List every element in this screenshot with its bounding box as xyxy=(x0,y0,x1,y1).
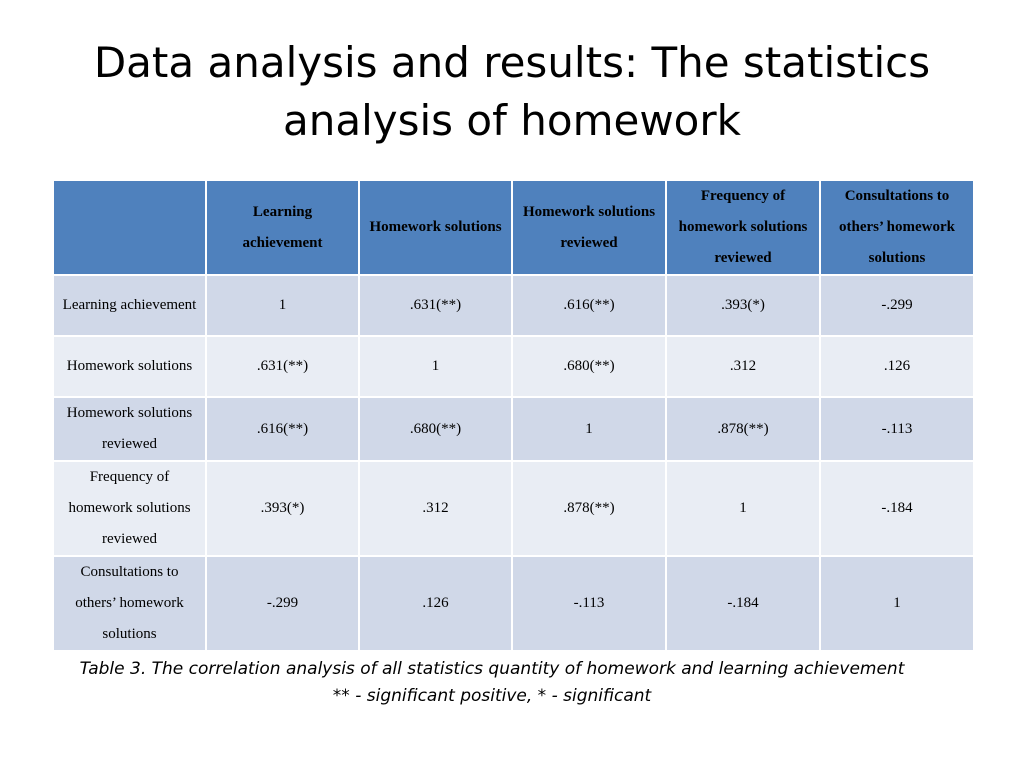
table-cell: .393(*) xyxy=(666,275,820,336)
caption-line-2: ** - significant positive, * - significant xyxy=(332,686,652,706)
column-header: Homework solutions reviewed xyxy=(512,180,666,275)
row-label: Frequency of homework solutions reviewed xyxy=(53,461,206,556)
table-cell: 1 xyxy=(359,336,512,397)
table-cell: 1 xyxy=(820,556,974,651)
table-cell: -.113 xyxy=(512,556,666,651)
table-cell: .393(*) xyxy=(206,461,359,556)
table-row xyxy=(53,275,974,336)
column-header: Learning achievement xyxy=(206,180,359,275)
table-cell: -.299 xyxy=(820,275,974,336)
table-cell: .680(**) xyxy=(512,336,666,397)
row-label: Homework solutions reviewed xyxy=(53,397,206,461)
table-cell: 1 xyxy=(206,275,359,336)
table-cell: .616(**) xyxy=(512,275,666,336)
table-cell: .631(**) xyxy=(206,336,359,397)
column-header: Frequency of homework solutions reviewed xyxy=(666,180,820,275)
table-row xyxy=(53,461,974,556)
table-cell: .312 xyxy=(666,336,820,397)
table-cell: -.184 xyxy=(820,461,974,556)
table-cell: .680(**) xyxy=(359,397,512,461)
table-cell: .878(**) xyxy=(666,397,820,461)
row-label: Learning achievement xyxy=(53,275,206,336)
table-cell: -.113 xyxy=(820,397,974,461)
caption-line-1: Table 3. The correlation analysis of all statistics quantity of homework and learning achievement xyxy=(79,659,905,679)
table-cell: 1 xyxy=(512,397,666,461)
table-header-row xyxy=(53,180,974,275)
table-row xyxy=(53,397,974,461)
table-cell: .631(**) xyxy=(359,275,512,336)
table-cell: .878(**) xyxy=(512,461,666,556)
table-cell: .126 xyxy=(820,336,974,397)
slide-title-line-2: analysis of homework xyxy=(283,96,741,145)
table-caption xyxy=(30,656,954,710)
column-header: Homework solutions xyxy=(359,180,512,275)
table-cell: .312 xyxy=(359,461,512,556)
correlation-table xyxy=(52,179,975,652)
row-label: Consultations to others’ homework solutions xyxy=(53,556,206,651)
table-cell: -.299 xyxy=(206,556,359,651)
table-row xyxy=(53,556,974,651)
row-label: Homework solutions xyxy=(53,336,206,397)
table-cell: -.184 xyxy=(666,556,820,651)
slide-title xyxy=(40,34,984,150)
column-header: Consultations to others’ homework solutions xyxy=(820,180,974,275)
table-cell: 1 xyxy=(666,461,820,556)
slide-title-line-1: Data analysis and results: The statistics xyxy=(93,38,931,87)
table-cell: .616(**) xyxy=(206,397,359,461)
table-row xyxy=(53,336,974,397)
header-corner-cell xyxy=(53,180,206,275)
table-cell: .126 xyxy=(359,556,512,651)
